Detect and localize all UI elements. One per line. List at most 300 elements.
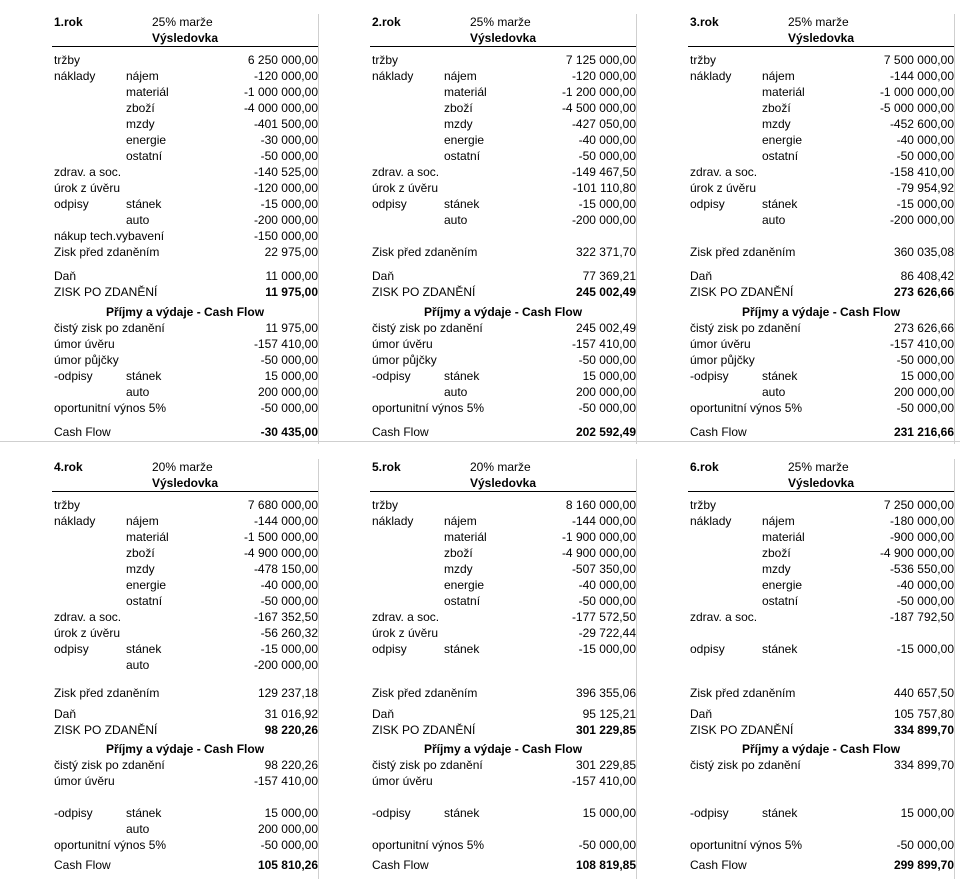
value-zisk_po: 11 975,00 (265, 285, 318, 299)
row-ostatni (52, 148, 318, 164)
row-hdr (688, 459, 954, 475)
label-zbozi: zboží (444, 546, 473, 560)
label-naklady: náklady (372, 69, 414, 83)
year-panel-3 (688, 14, 955, 444)
value-zdrav: -187 792,50 (889, 610, 954, 624)
value-cf_auto: 200 000,00 (893, 385, 954, 399)
label-mzdy: mzdy (762, 117, 791, 131)
row-cf_oportunitni (370, 400, 636, 416)
value-cf_cisty: 11 975,00 (265, 321, 318, 335)
value-zbozi: -4 500 000,00 (561, 101, 636, 115)
row-cf_cisty (688, 320, 954, 336)
statement-title: Výsledovka (469, 31, 537, 45)
value-dan: 77 369,21 (582, 269, 636, 283)
label-oportunitni: oportunitní výnos 5% (690, 401, 803, 415)
row-trzby (370, 52, 636, 68)
label-oportunitni: oportunitní výnos 5% (372, 401, 485, 415)
label-mzdy: mzdy (126, 562, 155, 576)
row-dan (688, 268, 954, 284)
header-rule (688, 491, 954, 492)
row-cf_umor_pujcky (370, 352, 636, 368)
row-urok (370, 625, 636, 641)
row-hdr (52, 14, 318, 30)
value-zbozi: -4 900 000,00 (243, 546, 318, 560)
row-dan (52, 706, 318, 722)
value-zisk_pred: 129 237,18 (257, 686, 318, 700)
label-zisk-po: ZISK PO ZDANĚNÍ (54, 723, 158, 737)
value-odpisy_stanek: -15 000,00 (578, 197, 636, 211)
value-cf_cisty: 245 002,49 (575, 321, 636, 335)
label-odpisy: odpisy (372, 197, 407, 211)
label-najem: nájem (762, 69, 795, 83)
row-mzdy (370, 116, 636, 132)
value-trzby: 7 250 000,00 (883, 498, 954, 512)
label-trzby: tržby (690, 498, 717, 512)
row-ostatni (370, 593, 636, 609)
value-cf_stanek: 15 000,00 (264, 369, 318, 383)
value-cash_flow: 231 216,66 (893, 425, 954, 439)
row-material (370, 84, 636, 100)
value-zdrav: -149 467,50 (571, 165, 636, 179)
row-cf_cisty (688, 757, 954, 773)
value-cf_stanek: 15 000,00 (900, 806, 954, 820)
label-cisty: čistý zisk po zdanění (690, 758, 801, 772)
value-zdrav: -158 410,00 (889, 165, 954, 179)
label-cash-flow: Cash Flow (690, 425, 747, 439)
row-cf_umor_pujcky (52, 352, 318, 368)
label-naklady: náklady (54, 69, 96, 83)
row-najem (52, 68, 318, 84)
row-odpisy_auto (52, 657, 318, 673)
label-stanek: stánek (126, 806, 162, 820)
value-dan: 31 016,92 (264, 707, 318, 721)
label-auto: auto (126, 658, 150, 672)
label-oportunitni: oportunitní výnos 5% (54, 838, 167, 852)
label-odpisy: odpisy (54, 197, 89, 211)
row-hdr (370, 14, 636, 30)
year-label: 6.rok (690, 460, 719, 474)
row-material (688, 84, 954, 100)
year-label: 4.rok (54, 460, 83, 474)
label-cisty: čistý zisk po zdanění (54, 321, 165, 335)
year-panel-4 (52, 459, 319, 879)
value-dan: 11 000,00 (265, 269, 318, 283)
label-zisk-pred: Zisk před zdaněním (54, 686, 160, 700)
value-cf_cisty: 273 626,66 (893, 321, 954, 335)
value-najem: -144 000,00 (889, 69, 954, 83)
value-cash_flow: 105 810,26 (257, 858, 318, 872)
label-auto: auto (762, 385, 786, 399)
label-zbozi: zboží (444, 101, 473, 115)
value-cf_umor_uveru: -157 410,00 (571, 337, 636, 351)
value-ostatni: -50 000,00 (896, 149, 954, 163)
row-cf_title (52, 304, 318, 320)
label-umor-pujcky: úmor půjčky (372, 353, 437, 367)
value-cf_cisty: 98 220,26 (264, 758, 318, 772)
row-cf_umor_uveru (52, 773, 318, 789)
label-dan: Daň (54, 269, 77, 283)
row-cf_auto (370, 384, 636, 400)
statement-title: Výsledovka (469, 476, 537, 490)
label-zbozi: zboží (126, 101, 155, 115)
row-vys (688, 30, 954, 46)
value-cf_stanek: 15 000,00 (582, 806, 636, 820)
label-dan: Daň (690, 269, 713, 283)
label-cash-flow: Cash Flow (372, 425, 429, 439)
row-ostatni (52, 593, 318, 609)
row-zisk_pred (688, 685, 954, 701)
row-dan (688, 706, 954, 722)
value-urok: -101 110,80 (572, 181, 636, 195)
value-zisk_po: 334 899,70 (893, 723, 954, 737)
margin-label: 25% marže (152, 15, 213, 29)
year-panel-1 (52, 14, 319, 444)
value-zdrav: -177 572,50 (571, 610, 636, 624)
value-energie: -30 000,00 (260, 133, 318, 147)
label-odpisy: odpisy (372, 642, 407, 656)
value-cf_oportunitni: -50 000,00 (578, 401, 636, 415)
row-cf_title (52, 741, 318, 757)
row-zisk_po (688, 284, 954, 300)
value-nakup: -150 000,00 (253, 229, 318, 243)
value-cf_auto: 200 000,00 (575, 385, 636, 399)
label-auto: auto (444, 213, 468, 227)
label-zisk-po: ZISK PO ZDANĚNÍ (54, 285, 158, 299)
label-cash-flow: Cash Flow (54, 858, 111, 872)
label-umor-uveru: úmor úvěru (54, 337, 115, 351)
row-material (370, 529, 636, 545)
label-material: materiál (126, 85, 169, 99)
label-umor-uveru: úmor úvěru (372, 337, 433, 351)
row-zdrav (370, 609, 636, 625)
value-zdrav: -167 352,50 (253, 610, 318, 624)
value-cf_umor_uveru: -157 410,00 (571, 774, 636, 788)
header-rule (52, 46, 318, 47)
label-nakup: nákup tech.vybavení (54, 229, 165, 243)
value-najem: -180 000,00 (889, 514, 954, 528)
row-cash_flow (370, 424, 636, 440)
value-ostatni: -50 000,00 (260, 149, 318, 163)
row-mzdy (688, 561, 954, 577)
row-cf_umor_pujcky (688, 352, 954, 368)
label-cisty: čistý zisk po zdanění (54, 758, 165, 772)
row-hdr (688, 14, 954, 30)
label-cash-flow: Cash Flow (372, 858, 429, 872)
label-trzby: tržby (690, 53, 717, 67)
label-energie: energie (126, 578, 167, 592)
year-label: 2.rok (372, 15, 401, 29)
value-ostatni: -50 000,00 (260, 594, 318, 608)
value-mzdy: -478 150,00 (253, 562, 318, 576)
label-minus-odpisy: -odpisy (372, 369, 411, 383)
row-cf_umor_uveru (370, 773, 636, 789)
value-urok: -29 722,44 (578, 626, 636, 640)
value-dan: 105 757,80 (893, 707, 954, 721)
value-cash_flow: -30 435,00 (260, 425, 318, 439)
row-cf_title (688, 304, 954, 320)
row-cf_oportunitni (688, 400, 954, 416)
row-vys (688, 475, 954, 491)
value-material: -1 500 000,00 (243, 530, 318, 544)
label-minus-odpisy: -odpisy (690, 806, 729, 820)
row-zisk_po (52, 284, 318, 300)
row-dan (52, 268, 318, 284)
value-ostatni: -50 000,00 (578, 149, 636, 163)
value-cf_stanek: 15 000,00 (582, 369, 636, 383)
header-rule (52, 491, 318, 492)
label-dan: Daň (372, 707, 395, 721)
label-naklady: náklady (690, 514, 732, 528)
label-ostatni: ostatní (444, 594, 481, 608)
row-cf_stanek (52, 368, 318, 384)
label-stanek: stánek (126, 197, 162, 211)
value-cf_oportunitni: -50 000,00 (578, 838, 636, 852)
label-stanek: stánek (762, 806, 798, 820)
row-urok (688, 180, 954, 196)
label-zisk-pred: Zisk před zdaněním (690, 686, 796, 700)
value-material: -900 000,00 (889, 530, 954, 544)
label-stanek: stánek (762, 642, 798, 656)
value-najem: -144 000,00 (571, 514, 636, 528)
label-dan: Daň (372, 269, 395, 283)
label-zdrav: zdrav. a soc. (690, 165, 758, 179)
label-trzby: tržby (54, 498, 81, 512)
value-cf_auto: 200 000,00 (257, 385, 318, 399)
value-material: -1 000 000,00 (243, 85, 318, 99)
label-zisk-pred: Zisk před zdaněním (690, 245, 796, 259)
row-urok (370, 180, 636, 196)
row-cf_title (370, 304, 636, 320)
row-trzby (688, 497, 954, 513)
cash-flow-title: Příjmy a výdaje - Cash Flow (105, 742, 265, 756)
label-cash-flow: Cash Flow (54, 425, 111, 439)
value-odpisy_stanek: -15 000,00 (260, 642, 318, 656)
value-cf_stanek: 15 000,00 (264, 806, 318, 820)
row-cf_oportunitni (370, 837, 636, 853)
label-ostatni: ostatní (126, 594, 163, 608)
value-najem: -120 000,00 (253, 69, 318, 83)
label-urok: úrok z úvěru (372, 626, 439, 640)
row-odpisy_auto (370, 212, 636, 228)
label-material: materiál (126, 530, 169, 544)
row-cf_title (370, 741, 636, 757)
row-cf_auto (52, 384, 318, 400)
row-dan (370, 706, 636, 722)
value-zisk_pred: 360 035,08 (893, 245, 954, 259)
label-zdrav: zdrav. a soc. (372, 165, 440, 179)
value-cash_flow: 202 592,49 (575, 425, 636, 439)
label-umor-pujcky: úmor půjčky (690, 353, 755, 367)
label-urok: úrok z úvěru (372, 181, 439, 195)
value-zbozi: -4 900 000,00 (879, 546, 954, 560)
value-cf_umor_pujcky: -50 000,00 (578, 353, 636, 367)
value-odpisy_auto: -200 000,00 (253, 213, 318, 227)
row-material (688, 529, 954, 545)
row-urok (52, 180, 318, 196)
row-zdrav (688, 609, 954, 625)
row-ostatni (688, 593, 954, 609)
label-mzdy: mzdy (444, 117, 473, 131)
row-zisk_pred (370, 244, 636, 260)
label-auto: auto (126, 385, 150, 399)
value-cf_oportunitni: -50 000,00 (896, 838, 954, 852)
row-zbozi (688, 545, 954, 561)
value-zisk_po: 273 626,66 (893, 285, 954, 299)
value-zisk_pred: 396 355,06 (575, 686, 636, 700)
statement-title: Výsledovka (787, 476, 855, 490)
label-zisk-po: ZISK PO ZDANĚNÍ (690, 285, 794, 299)
label-trzby: tržby (372, 498, 399, 512)
label-odpisy: odpisy (690, 642, 725, 656)
row-cf_umor_uveru (370, 336, 636, 352)
value-zbozi: -4 900 000,00 (561, 546, 636, 560)
value-odpisy_stanek: -15 000,00 (896, 642, 954, 656)
label-energie: energie (762, 133, 803, 147)
year-label: 5.rok (372, 460, 401, 474)
label-energie: energie (444, 578, 485, 592)
label-cash-flow: Cash Flow (690, 858, 747, 872)
label-ostatni: ostatní (762, 594, 799, 608)
row-hdr (52, 459, 318, 475)
row-hdr (370, 459, 636, 475)
label-zdrav: zdrav. a soc. (372, 610, 440, 624)
row-cf_umor_uveru (688, 336, 954, 352)
row-odpisy_stanek (52, 196, 318, 212)
value-odpisy_auto: -200 000,00 (253, 658, 318, 672)
label-material: materiál (444, 85, 487, 99)
row-najem (370, 513, 636, 529)
row-mzdy (52, 116, 318, 132)
value-energie: -40 000,00 (578, 133, 636, 147)
row-vys (370, 475, 636, 491)
label-energie: energie (762, 578, 803, 592)
label-stanek: stánek (444, 369, 480, 383)
label-ostatni: ostatní (444, 149, 481, 163)
label-najem: nájem (444, 514, 477, 528)
value-trzby: 6 250 000,00 (247, 53, 318, 67)
row-najem (688, 68, 954, 84)
value-mzdy: -452 600,00 (889, 117, 954, 131)
value-najem: -120 000,00 (571, 69, 636, 83)
row-vys (52, 30, 318, 46)
value-mzdy: -401 500,00 (253, 117, 318, 131)
value-energie: -40 000,00 (896, 578, 954, 592)
label-zdrav: zdrav. a soc. (690, 610, 758, 624)
year-panel-5 (370, 459, 637, 879)
value-material: -1 900 000,00 (561, 530, 636, 544)
value-zdrav: -140 525,00 (253, 165, 318, 179)
label-dan: Daň (54, 707, 77, 721)
year-panel-2 (370, 14, 637, 444)
statement-title: Výsledovka (151, 476, 219, 490)
row-cf_auto (52, 821, 318, 837)
label-auto: auto (126, 822, 150, 836)
label-zisk-po: ZISK PO ZDANĚNÍ (372, 723, 476, 737)
row-cf_oportunitni (52, 837, 318, 853)
label-zisk-pred: Zisk před zdaněním (54, 245, 160, 259)
value-odpisy_auto: -200 000,00 (889, 213, 954, 227)
value-cf_umor_uveru: -157 410,00 (253, 774, 318, 788)
label-urok: úrok z úvěru (54, 181, 121, 195)
row-najem (688, 513, 954, 529)
value-dan: 86 408,42 (900, 269, 954, 283)
label-umor-pujcky: úmor půjčky (54, 353, 119, 367)
row-zisk_po (370, 284, 636, 300)
row-zdrav (52, 609, 318, 625)
row-cf_stanek (52, 805, 318, 821)
label-zisk-pred: Zisk před zdaněním (372, 686, 478, 700)
value-trzby: 7 125 000,00 (565, 53, 636, 67)
label-material: materiál (444, 530, 487, 544)
row-cf_stanek (688, 805, 954, 821)
label-dan: Daň (690, 707, 713, 721)
row-zdrav (688, 164, 954, 180)
value-cf_umor_uveru: -157 410,00 (889, 337, 954, 351)
row-material (52, 529, 318, 545)
value-trzby: 8 160 000,00 (565, 498, 636, 512)
value-odpisy_auto: -200 000,00 (571, 213, 636, 227)
row-zbozi (370, 100, 636, 116)
row-ostatni (688, 148, 954, 164)
label-mzdy: mzdy (444, 562, 473, 576)
value-cf_umor_pujcky: -50 000,00 (896, 353, 954, 367)
row-odpisy_stanek (52, 641, 318, 657)
value-zisk_po: 301 229,85 (575, 723, 636, 737)
row-trzby (370, 497, 636, 513)
label-naklady: náklady (372, 514, 414, 528)
label-oportunitni: oportunitní výnos 5% (372, 838, 485, 852)
value-zisk_po: 98 220,26 (264, 723, 318, 737)
row-cf_umor_uveru (52, 336, 318, 352)
row-cash_flow (688, 424, 954, 440)
margin-label: 25% marže (788, 460, 849, 474)
value-zbozi: -5 000 000,00 (879, 101, 954, 115)
row-cf_cisty (370, 757, 636, 773)
label-cisty: čistý zisk po zdanění (690, 321, 801, 335)
row-mzdy (688, 116, 954, 132)
row-trzby (688, 52, 954, 68)
row-zdrav (370, 164, 636, 180)
row-cf_oportunitni (688, 837, 954, 853)
label-umor-uveru: úmor úvěru (372, 774, 433, 788)
label-minus-odpisy: -odpisy (54, 806, 93, 820)
value-zisk_pred: 322 371,70 (575, 245, 636, 259)
value-zbozi: -4 000 000,00 (243, 101, 318, 115)
value-cf_umor_pujcky: -50 000,00 (260, 353, 318, 367)
value-dan: 95 125,21 (582, 707, 636, 721)
label-najem: nájem (126, 514, 159, 528)
row-najem (52, 513, 318, 529)
row-odpisy_auto (688, 212, 954, 228)
row-energie (52, 577, 318, 593)
row-cash_flow (52, 424, 318, 440)
statement-title: Výsledovka (151, 31, 219, 45)
value-odpisy_stanek: -15 000,00 (578, 642, 636, 656)
label-zisk-pred: Zisk před zdaněním (372, 245, 478, 259)
row-odpisy_stanek (370, 196, 636, 212)
row-cf_oportunitni (52, 400, 318, 416)
label-odpisy: odpisy (54, 642, 89, 656)
label-minus-odpisy: -odpisy (690, 369, 729, 383)
label-naklady: náklady (54, 514, 96, 528)
row-cf_title (688, 741, 954, 757)
label-urok: úrok z úvěru (690, 181, 757, 195)
label-material: materiál (762, 85, 805, 99)
row-energie (688, 132, 954, 148)
value-cf_cisty: 301 229,85 (575, 758, 636, 772)
label-zisk-po: ZISK PO ZDANĚNÍ (690, 723, 794, 737)
label-zbozi: zboží (126, 546, 155, 560)
